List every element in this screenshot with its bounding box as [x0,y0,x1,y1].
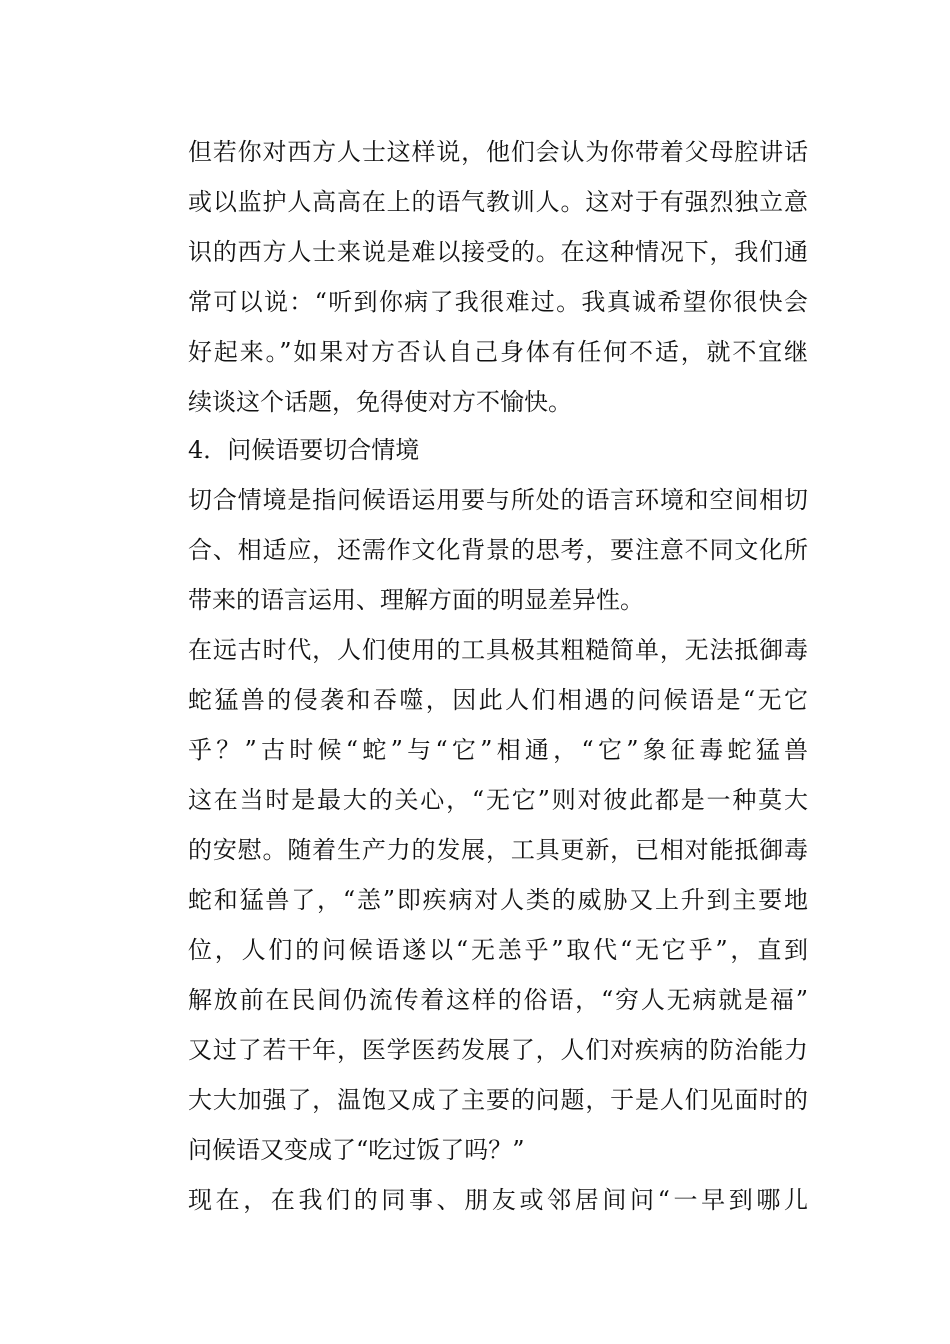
text-line: 切合情境是指问候语运用要与所处的语言环境和空间相切 [188,486,808,514]
text-line: 这在当时是最大的关心，“无它”则对彼此都是一种莫大 [188,786,808,814]
text-line: 续谈这个话题，免得使对方不愉快。 [188,388,572,416]
text-line: 常可以说：“听到你病了我很难过。我真诚希望你很快会 [188,288,808,316]
text-line: 或以监护人高高在上的语气教训人。这对于有强烈独立意 [188,188,808,216]
section-heading: 4．问候语要切合情境 [188,436,420,464]
text-line: 好起来。”如果对方否认自己身体有任何不适，就不宜继 [188,338,808,366]
text-line: 位，人们的问候语遂以“无恙乎”取代“无它乎”，直到 [188,936,808,964]
text-line: 问候语又变成了“吃过饭了吗？” [188,1136,525,1164]
text-line: 大大加强了，温饱又成了主要的问题，于是人们见面时的 [188,1086,808,1114]
text-line: 现在，在我们的同事、朋友或邻居间问“一早到哪儿 [188,1186,808,1214]
text-line: 但若你对西方人士这样说，他们会认为你带着父母腔讲话 [188,138,808,166]
text-line: 在远古时代，人们使用的工具极其粗糙简单，无法抵御毒 [188,636,808,664]
text-line: 合、相适应，还需作文化背景的思考，要注意不同文化所 [188,536,808,564]
text-line: 解放前在民间仍流传着这样的俗语，“穷人无病就是福” [188,986,808,1014]
text-line: 带来的语言运用、理解方面的明显差异性。 [188,586,644,614]
text-line: 蛇和猛兽了，“恙”即疾病对人类的威胁又上升到主要地 [188,886,808,914]
text-line: 蛇猛兽的侵袭和吞噬，因此人们相遇的问候语是“无它 [188,686,808,714]
text-line: 乎？”古时候“蛇”与“它”相通，“它”象征毒蛇猛兽 [188,736,808,764]
text-line: 又过了若干年，医学医药发展了，人们对疾病的防治能力 [188,1036,808,1064]
text-line: 识的西方人士来说是难以接受的。在这种情况下，我们通 [188,238,808,266]
text-line: 的安慰。随着生产力的发展，工具更新，已相对能抵御毒 [188,836,808,864]
